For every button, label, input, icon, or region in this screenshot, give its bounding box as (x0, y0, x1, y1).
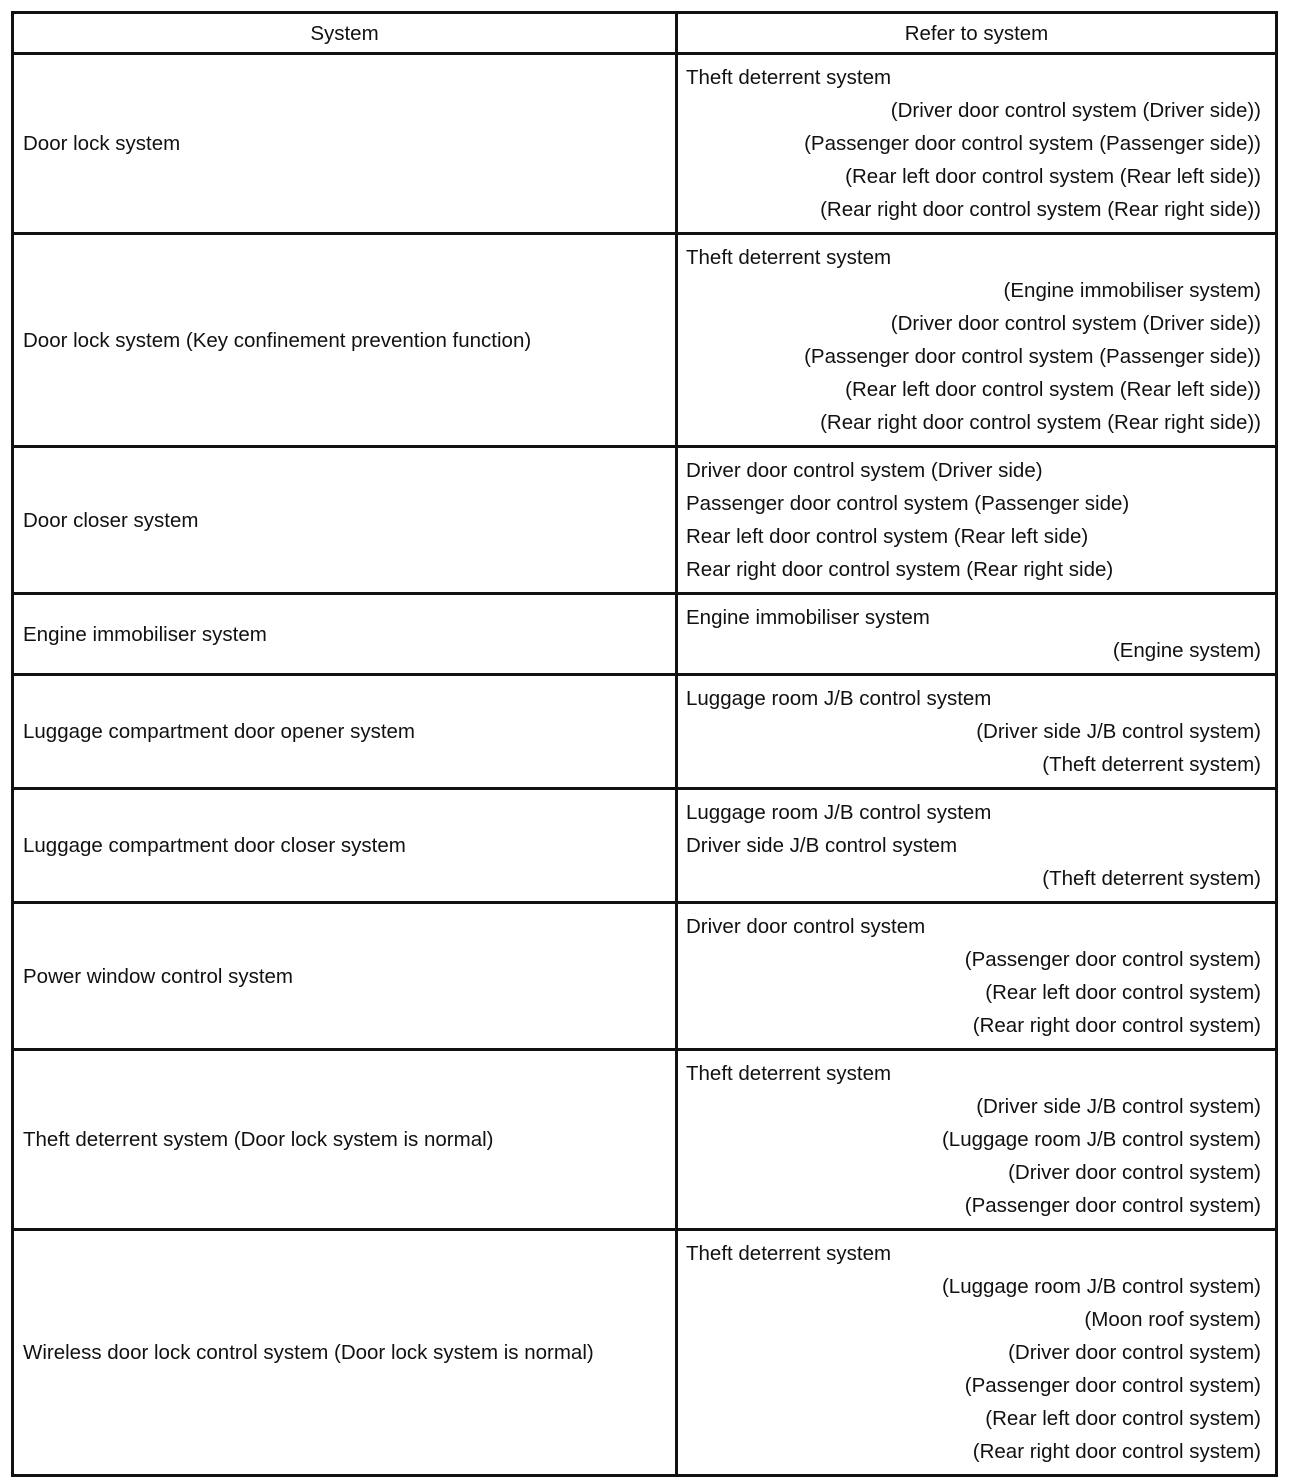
sub-reference-line: (Driver door control system) (1008, 1161, 1261, 1184)
system-cell: Engine immobiliser system (13, 594, 677, 675)
sub-reference-line: (Passenger door control system) (964, 1194, 1261, 1217)
reference-line: Rear left door control system (Rear left side) (686, 525, 1089, 548)
table-body (13, 54, 1277, 1476)
refer-cell (677, 594, 1277, 675)
refer-cell (677, 903, 1277, 1050)
reference-line: Theft deterrent system (686, 1062, 892, 1085)
table-row (13, 1050, 1277, 1230)
refer-cell (677, 789, 1277, 903)
refer-cell (677, 675, 1277, 789)
refer-cell (677, 1230, 1277, 1476)
sub-reference-line: (Rear left door control system) (985, 1407, 1261, 1430)
system-cell: Door closer system (13, 447, 677, 594)
system-cell: Luggage compartment door opener system (13, 675, 677, 789)
table-row (13, 903, 1277, 1050)
table-header-row (13, 13, 1277, 54)
sub-reference-line: (Passenger door control system (Passenger side)) (804, 132, 1261, 155)
sub-reference-line: (Luggage room J/B control system) (941, 1275, 1261, 1298)
reference-line: Driver door control system (686, 915, 926, 938)
refer-cell (677, 234, 1277, 447)
sub-reference-line: (Moon roof system) (1084, 1308, 1261, 1331)
table-row (13, 447, 1277, 594)
sub-reference-line: (Rear right door control system (Rear right side)) (820, 411, 1261, 434)
sub-reference-line: (Driver door control system (Driver side)) (890, 99, 1261, 122)
system-cell: Wireless door lock control system (Door lock system is normal) (13, 1230, 677, 1476)
refer-cell (677, 447, 1277, 594)
table-row (13, 675, 1277, 789)
sub-reference-line: (Driver door control system) (1008, 1341, 1261, 1364)
system-cell: Luggage compartment door closer system (13, 789, 677, 903)
sub-reference-line: (Passenger door control system) (964, 948, 1261, 971)
table-row (13, 1230, 1277, 1476)
reference-line: Engine immobiliser system (686, 606, 930, 629)
table-row (13, 54, 1277, 234)
reference-line: Theft deterrent system (686, 66, 892, 89)
sub-reference-line: (Driver side J/B control system) (976, 720, 1261, 743)
refer-cell (677, 1050, 1277, 1230)
sub-reference-line: (Luggage room J/B control system) (941, 1128, 1261, 1151)
reference-table-container (11, 11, 1275, 1477)
sub-reference-line: (Theft deterrent system) (1042, 867, 1261, 890)
reference-line: Theft deterrent system (686, 1242, 892, 1265)
reference-line: Luggage room J/B control system (686, 801, 992, 824)
sub-reference-line: (Engine immobiliser system) (1003, 279, 1261, 302)
reference-line: Rear right door control system (Rear right side) (686, 558, 1114, 581)
table-row (13, 594, 1277, 675)
sub-reference-line: (Theft deterrent system) (1042, 753, 1261, 776)
system-cell: Door lock system (13, 54, 677, 234)
sub-reference-line: (Rear right door control system) (972, 1440, 1261, 1463)
reference-line: Driver door control system (Driver side) (686, 459, 1043, 482)
sub-reference-line: (Passenger door control system (Passenger side)) (804, 345, 1261, 368)
sub-reference-line: (Passenger door control system) (964, 1374, 1261, 1397)
sub-reference-line: (Rear left door control system (Rear left side)) (845, 378, 1261, 401)
reference-line: Driver side J/B control system (686, 834, 958, 857)
table-row (13, 234, 1277, 447)
system-cell: Theft deterrent system (Door lock system is normal) (13, 1050, 677, 1230)
system-cell: Power window control system (13, 903, 677, 1050)
sub-reference-line: (Rear right door control system (Rear right side)) (820, 198, 1261, 221)
reference-line: Luggage room J/B control system (686, 687, 992, 710)
sub-reference-line: (Rear right door control system) (972, 1014, 1261, 1037)
sub-reference-line: (Rear left door control system (Rear left side)) (845, 165, 1261, 188)
sub-reference-line: (Driver door control system (Driver side)) (890, 312, 1261, 335)
refer-cell (677, 54, 1277, 234)
reference-line: Passenger door control system (Passenger side) (686, 492, 1130, 515)
sub-reference-line: (Rear left door control system) (985, 981, 1261, 1004)
system-column-header: System (13, 13, 677, 54)
reference-line: Theft deterrent system (686, 246, 892, 269)
system-reference-table (11, 11, 1278, 1477)
sub-reference-line: (Engine system) (1112, 639, 1261, 662)
system-cell: Door lock system (Key confinement prevention function) (13, 234, 677, 447)
sub-reference-line: (Driver side J/B control system) (976, 1095, 1261, 1118)
refer-column-header: Refer to system (677, 13, 1277, 54)
table-row (13, 789, 1277, 903)
